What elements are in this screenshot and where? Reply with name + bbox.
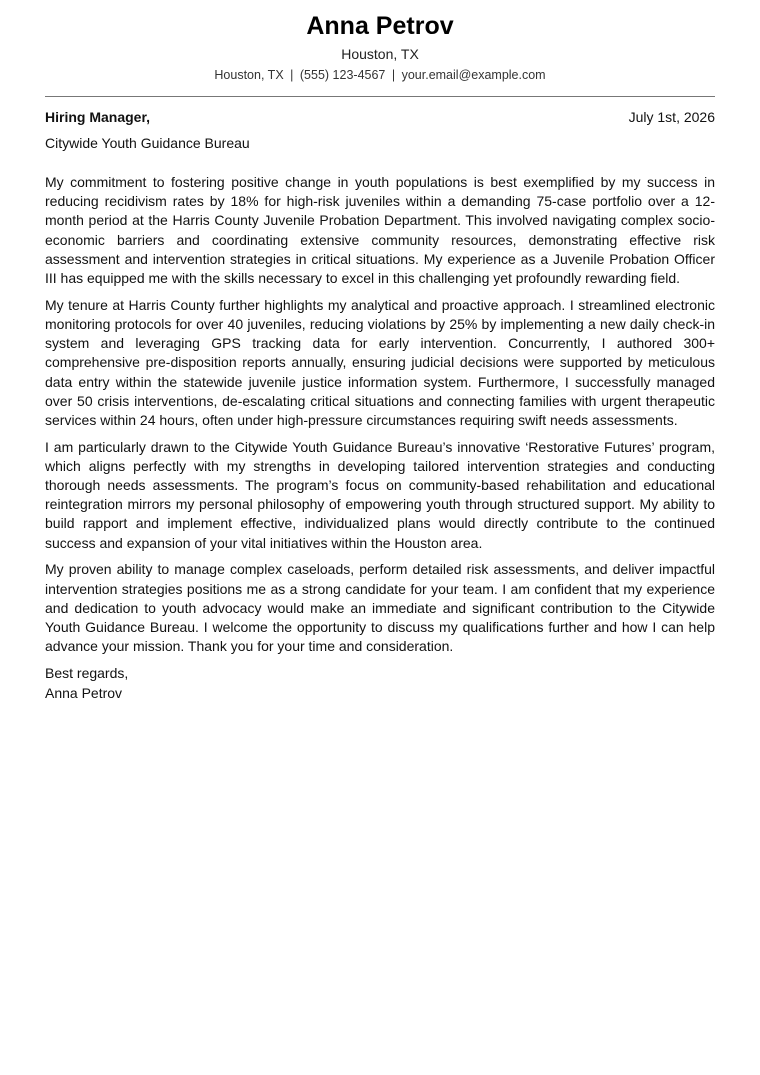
recipient-date-row [45, 107, 715, 127]
signature-name: Anna Petrov [45, 684, 123, 701]
applicant-name: Anna Petrov [306, 12, 454, 40]
applicant-location: Houston, TX [341, 46, 419, 62]
contact-separator: | [290, 68, 294, 82]
recipient-salutation: Hiring Manager, [45, 109, 151, 125]
closing-phrase: Best regards, [45, 665, 129, 682]
body-paragraph: I am particularly drawn to the Citywide Youth Guidance Bureau’s innovative ‘Restorative Futures’ program, which aligns perfectly with my strengths in developing tailored intervention strategies and conducting thorough needs assessments. The program’s focus on community-based rehabilitation and educational reintegration mirrors my personal philosophy of empowering youth through structured support. My ability to build rapport and implement effective, individualized plans would directly contribute to the continued success and expansion of your vital initiatives within the Houston area. [45, 438, 715, 551]
contact-separator: | [391, 68, 396, 82]
contact-phone: (555) 123-4567 [299, 68, 386, 82]
header-divider [45, 96, 715, 97]
letter-body [45, 173, 715, 656]
letter-date: July 1st, 2026 [628, 109, 715, 125]
letter-header [45, 0, 715, 83]
body-paragraph: My tenure at Harris County further highlights my analytical and proactive approach. I streamlined electronic monitoring protocols for over 40 juveniles, reducing violations by 25% by implementing a new daily check-in system and leveraging GPS tracking data for early intervention. Concurrently, I authored 300+ comprehensive pre-disposition reports annually, ensuring judicial decisions were supported by meticulous data entry within the statewide juvenile justice information system. Furthermore, I successfully managed over 50 crisis interventions, de-escalating critical situations and connecting families with urgent therapeutic services within 24 hours, often under high-pressure circumstances requiring swift needs assessments. [45, 296, 715, 428]
contact-city: Houston, TX [214, 68, 284, 82]
body-paragraph: My commitment to fostering positive change in youth populations is best exemplified by my success in reducing recidivism rates by 18% for high-risk juveniles within a demanding 75-case portfolio over a 12-month period at the Harris County Juvenile Probation Department. This involved navigating complex socio-economic barriers and coordinating extensive community resources, demonstrating effective risk assessment and intervention strategies in critical situations. My experience as a Juvenile Probation Officer III has equipped me with the skills necessary to excel in this challenging yet profoundly rewarding field. [45, 174, 715, 287]
contact-line [45, 67, 715, 83]
recipient-organization: Citywide Youth Guidance Bureau [45, 135, 250, 151]
contact-email: your.email@example.com [401, 68, 546, 82]
body-paragraph: My proven ability to manage complex caseloads, perform detailed risk assessments, and deliver impactful intervention strategies positions me as a strong candidate for your team. I am confident that my experience and dedication to youth advocacy would make an immediate and significant contribution to the Citywide Youth Guidance Bureau. I welcome the opportunity to discuss my qualifications further and how I can help advance your mission. Thank you for your time and consideration. [45, 561, 715, 655]
letter-closing [45, 664, 715, 702]
